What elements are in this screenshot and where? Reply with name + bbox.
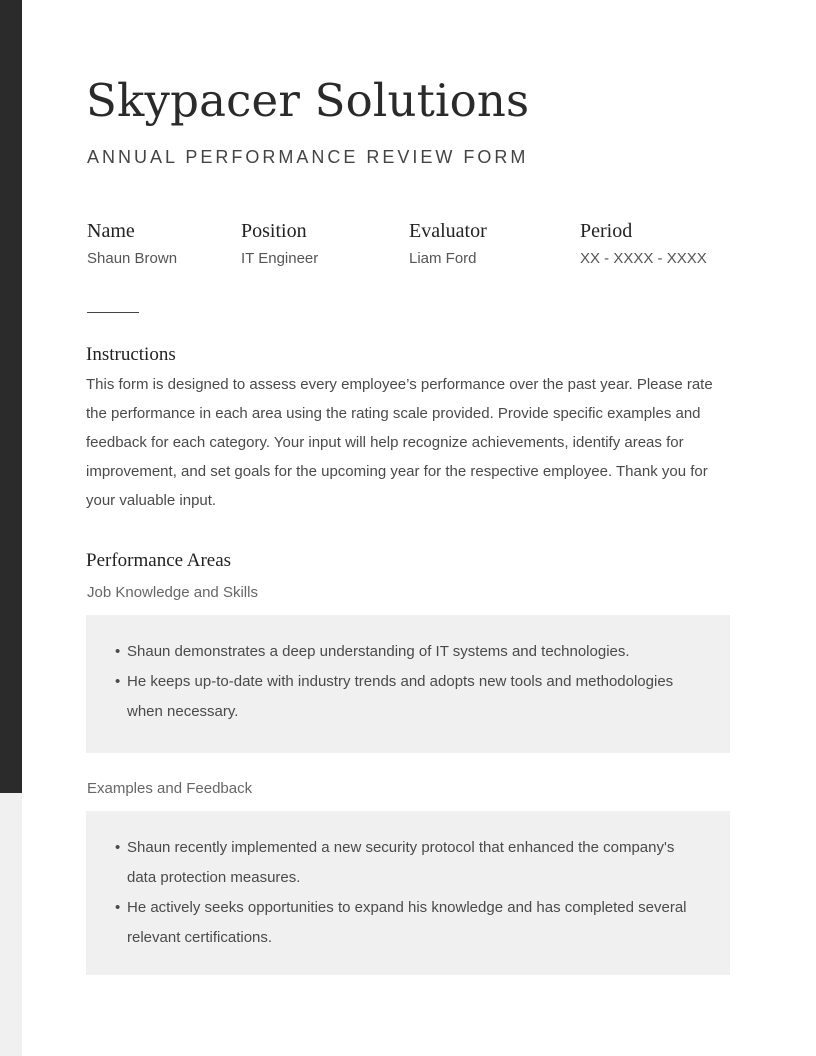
- job-knowledge-heading: Job Knowledge and Skills: [87, 584, 258, 601]
- position-label: Position: [241, 220, 307, 242]
- list-item-text: Shaun demonstrates a deep understanding of IT systems and technologies.: [127, 643, 630, 660]
- performance-areas-heading: Performance Areas: [86, 550, 232, 571]
- info-position: [241, 220, 318, 267]
- list-item: [115, 833, 707, 893]
- list-item: [115, 893, 707, 953]
- evaluator-value: Liam Ford: [409, 250, 477, 267]
- list-item: [115, 667, 707, 727]
- sidebar-accent-light: [0, 793, 22, 1056]
- name-label: Name: [87, 220, 135, 242]
- period-label: Period: [580, 220, 633, 242]
- instructions-heading: Instructions: [86, 344, 176, 365]
- bullet-icon: •: [115, 643, 121, 660]
- examples-feedback-box: [86, 811, 730, 975]
- form-title: ANNUAL PERFORMANCE REVIEW FORM: [87, 147, 529, 167]
- job-knowledge-box: [86, 615, 730, 753]
- position-value: IT Engineer: [241, 250, 319, 267]
- examples-feedback-list: [86, 811, 707, 953]
- job-knowledge-list: [86, 615, 707, 727]
- company-title: Skypacer Solutions: [86, 74, 530, 127]
- section-divider: [87, 312, 139, 313]
- info-evaluator: [409, 220, 487, 267]
- info-name: [87, 220, 177, 267]
- bullet-icon: •: [115, 899, 121, 916]
- period-value: XX - XXXX - XXXX: [580, 250, 707, 267]
- bullet-icon: •: [115, 673, 121, 690]
- examples-feedback-heading: Examples and Feedback: [87, 780, 253, 797]
- evaluator-label: Evaluator: [409, 220, 487, 242]
- list-item-text: He keeps up-to-date with industry trends and adopts new tools and methodologies when necessary.: [127, 673, 674, 720]
- list-item-text: He actively seeks opportunities to expand his knowledge and has completed several relevant certifications.: [127, 899, 687, 946]
- name-value: Shaun Brown: [87, 250, 178, 267]
- list-item-text: Shaun recently implemented a new security protocol that enhanced the company's data protection measures.: [127, 839, 675, 886]
- instructions-text: This form is designed to assess every employee’s performance over the past year. Please rate the performance in each area using the rating scale provided. Provide specific examples and feedback for each category. Your input will help recognize achievements, identify areas for improvement, and set goals for the upcoming year for the respective employee. Thank you for your valuable input.: [86, 376, 713, 509]
- bullet-icon: •: [115, 839, 121, 856]
- list-item: [115, 637, 707, 667]
- sidebar-accent-dark: [0, 0, 22, 793]
- info-period: [580, 220, 707, 267]
